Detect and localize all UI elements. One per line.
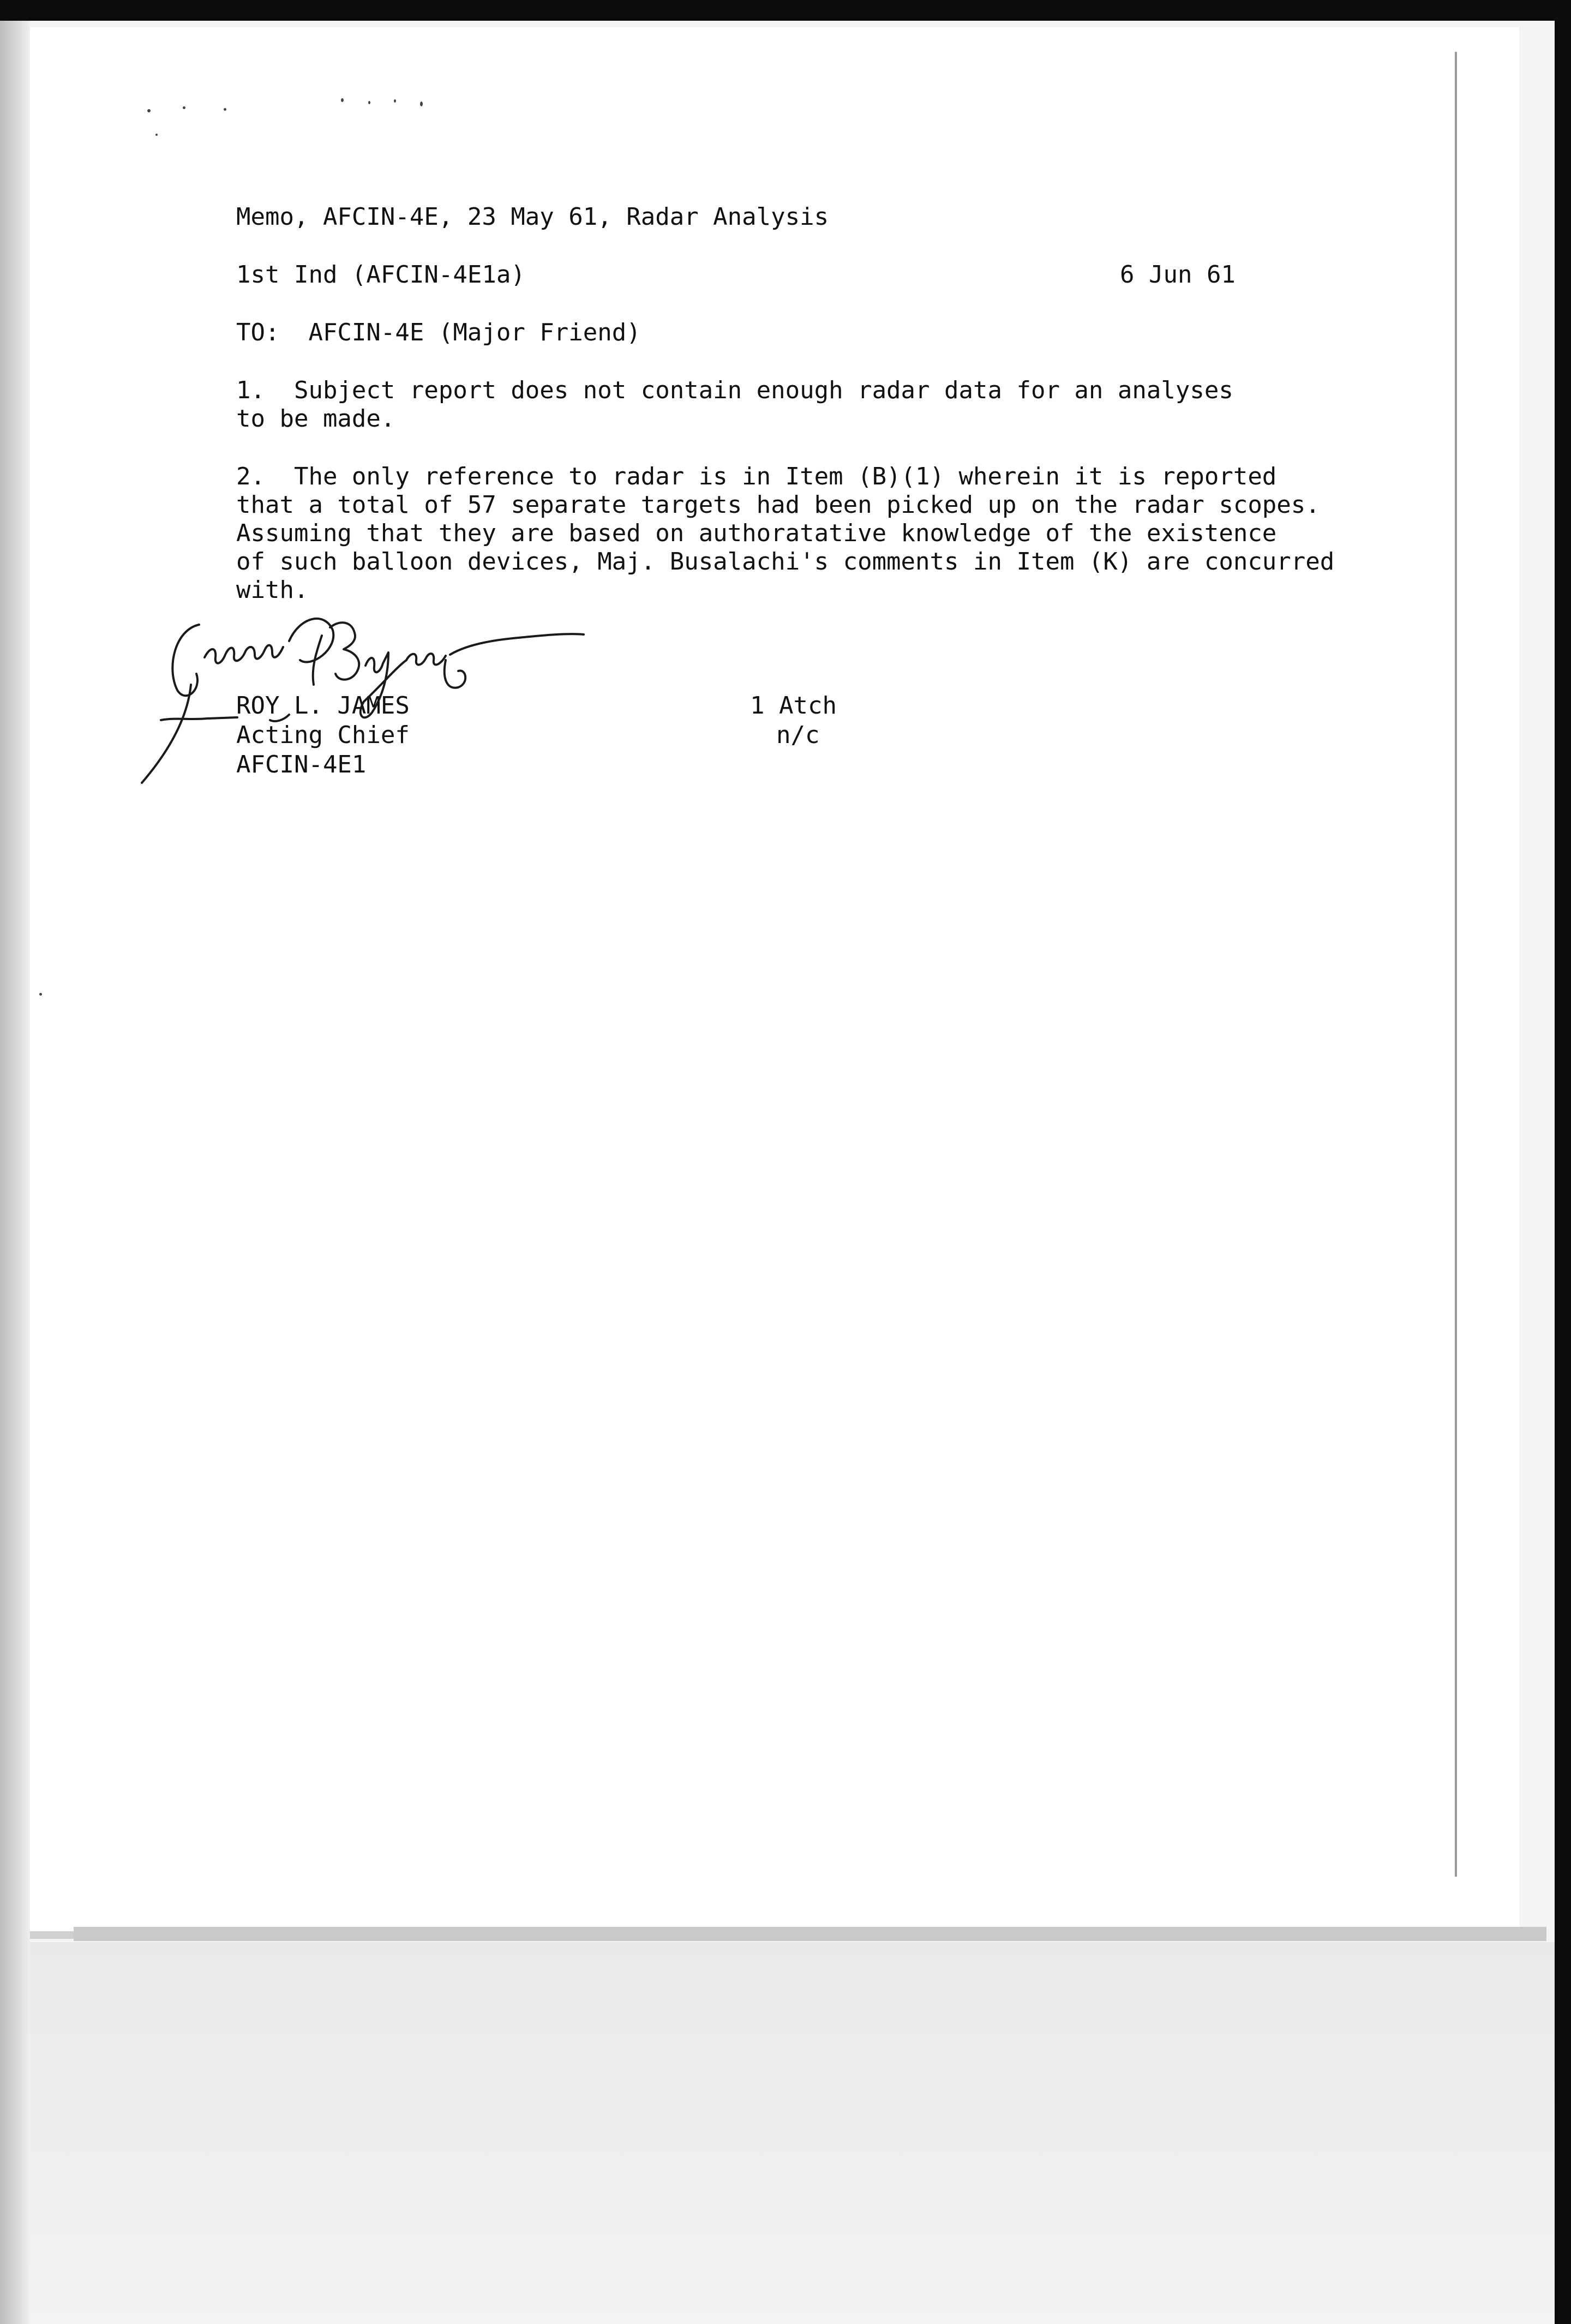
attachment-count: 1 Atch: [750, 692, 837, 720]
paragraph-2-line-2: that a total of 57 separate targets had been picked up on the radar scopes.: [236, 491, 1320, 519]
mount-left-shadow: [0, 21, 30, 2324]
dust-speck: [155, 134, 158, 136]
dust-speck: [420, 101, 423, 106]
attachment-note: n/c: [776, 721, 820, 749]
handwritten-signature: [136, 608, 660, 788]
signer-office: AFCIN-4E1: [236, 751, 367, 778]
paragraph-2-line-5: with.: [236, 576, 309, 604]
paragraph-1-line-1: 1. Subject report does not contain enough radar data for an analyses: [236, 376, 1233, 404]
paragraph-2-line-4: of such balloon devices, Maj. Busalachi's comments in Item (K) are concurred: [236, 548, 1335, 576]
dust-speck: [39, 993, 42, 996]
paragraph-2-line-1: 2. The only reference to radar is in Item (B)(1) wherein it is reported: [236, 463, 1277, 490]
dust-speck: [183, 106, 185, 109]
dust-speck: [394, 99, 396, 103]
document-sheet: [30, 27, 1519, 1931]
dust-speck: [341, 98, 344, 102]
memo-date: 6 Jun 61: [1120, 261, 1236, 289]
memo-header: Memo, AFCIN-4E, 23 May 61, Radar Analysis: [236, 203, 829, 231]
signer-title: Acting Chief: [236, 721, 410, 749]
mount-lower-area: [0, 1942, 1555, 2324]
paragraph-1-line-2: to be made.: [236, 405, 395, 433]
addressee-line: TO: AFCIN-4E (Major Friend): [236, 319, 641, 346]
dust-speck: [368, 101, 370, 104]
signer-name: ROY L. JAMES: [236, 692, 410, 720]
indorsement-line: 1st Ind (AFCIN-4E1a): [236, 261, 525, 289]
dust-speck: [224, 108, 226, 111]
dust-speck: [147, 109, 151, 112]
paragraph-2-line-3: Assuming that they are based on authoratative knowledge of the existence: [236, 519, 1277, 547]
sheet-bottom-shadow: [74, 1927, 1546, 1941]
sheet-right-edge-line: [1455, 52, 1457, 1877]
